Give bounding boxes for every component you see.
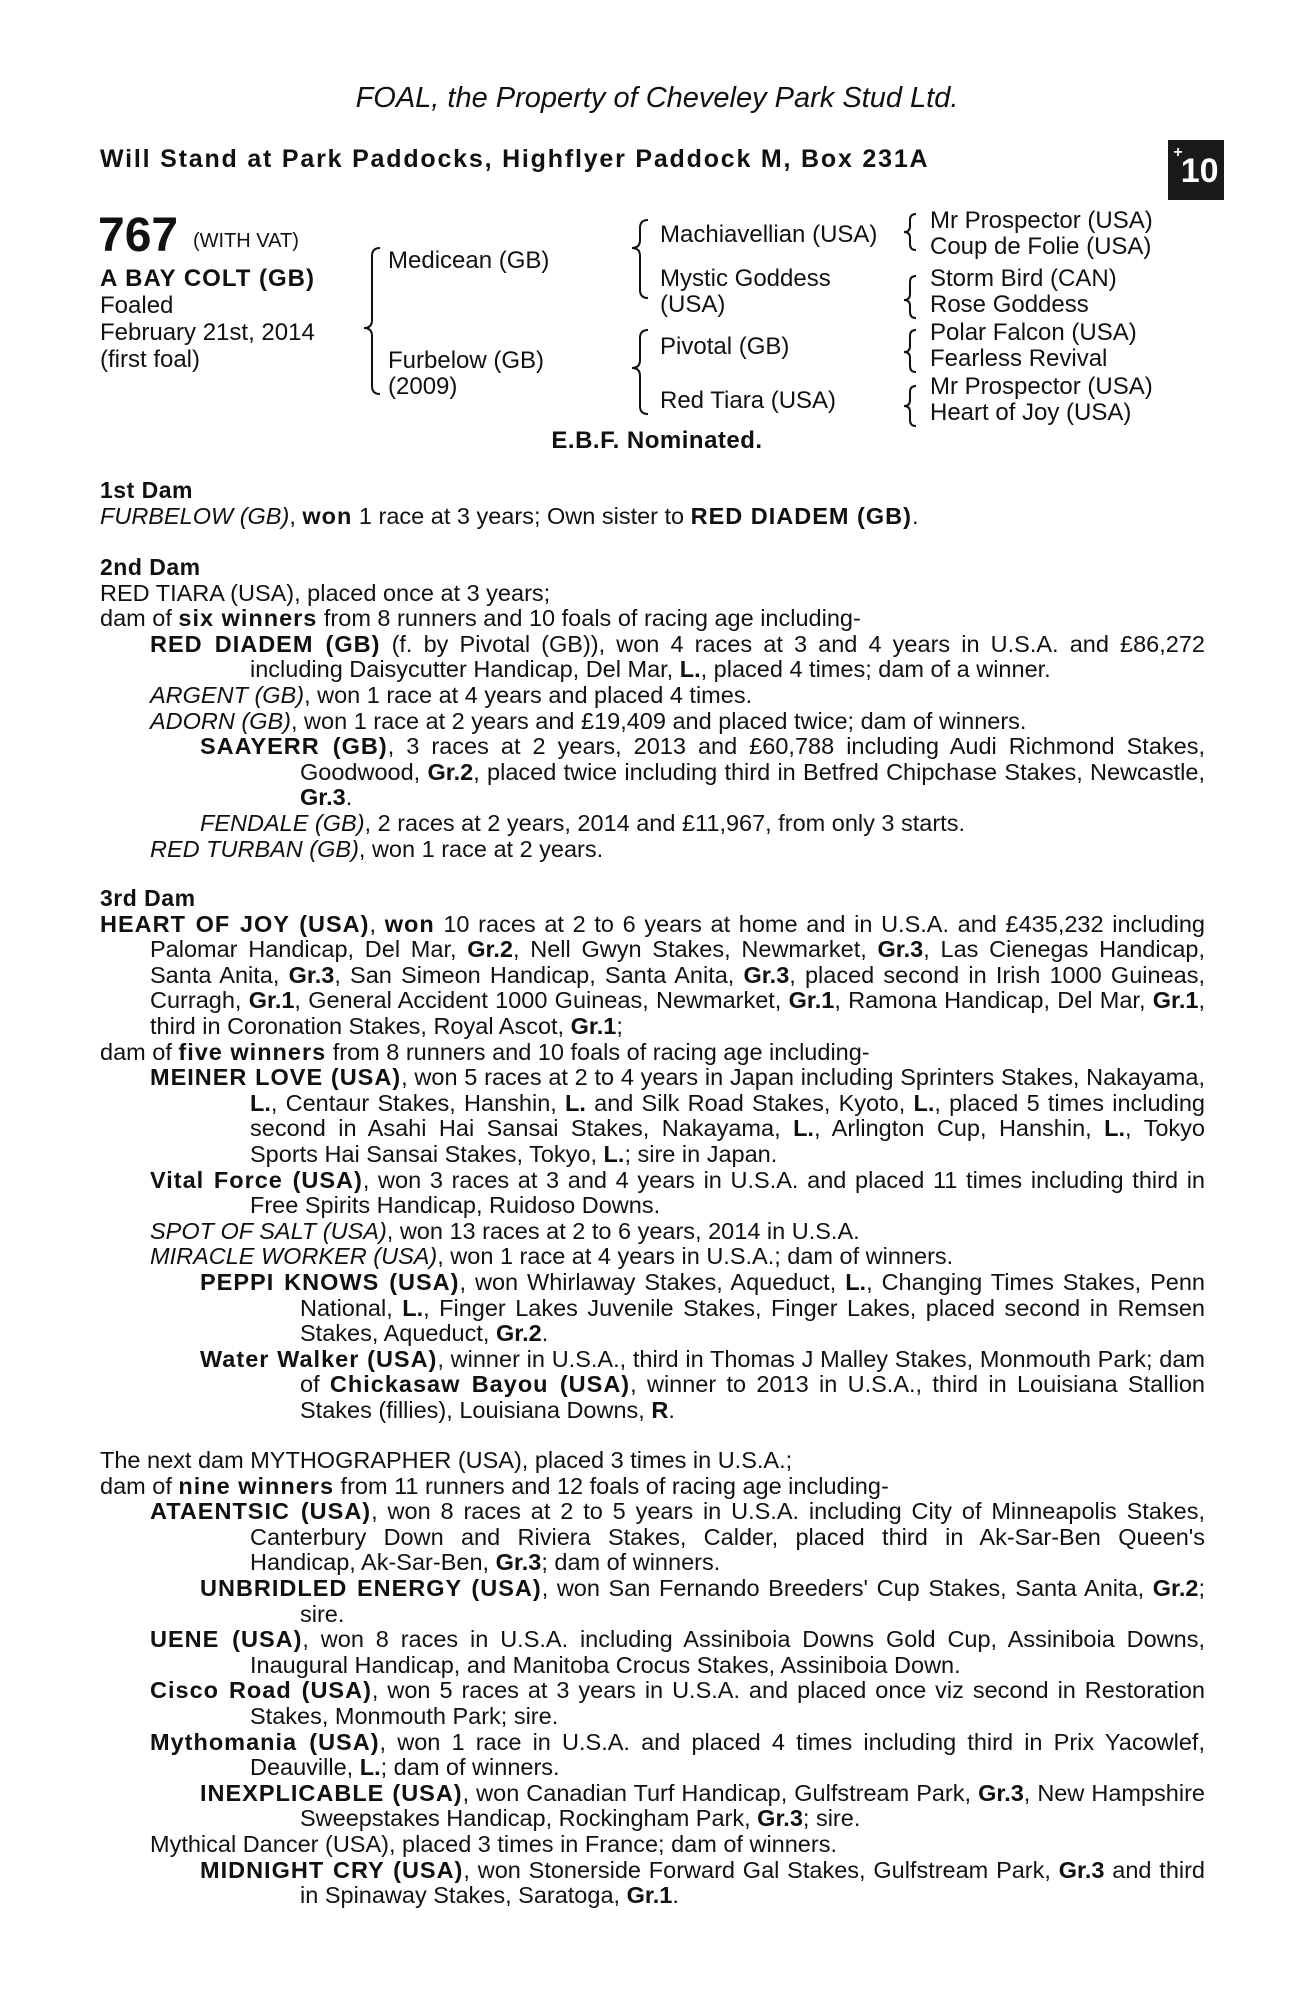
third-dam-produce: dam of five winners from 8 runners and 10 foals of racing age including- [100, 1038, 870, 1065]
ancestor-3: Storm Bird (CAN) [930, 265, 1117, 292]
first-dam-heading: 1st Dam [100, 477, 193, 503]
ancestor-8: Heart of Joy (USA) [930, 399, 1132, 426]
produce-midnight-cry: MIDNIGHT CRY (USA), won Stonerside Forward Gal Stakes, Gulfstream Park, Gr.3 and third in Spinaway Stakes, Saratoga, Gr.1. [200, 1856, 1206, 1909]
produce-fendale: FENDALE (GB), 2 races at 2 years, 2014 and £11,967, from only 3 starts. [200, 809, 965, 836]
produce-vital-force: Vital Force (USA), won 3 races at 3 and 4 years in U.S.A. and placed 11 times including third in Free Spirits Handicap, Ruidoso Downs. [150, 1166, 1205, 1219]
stand-location: Will Stand at Park Paddocks, Highflyer Paddock M, Box 231A [100, 145, 930, 173]
produce-peppi-knows: PEPPI KNOWS (USA), won Whirlaway Stakes, Aqueduct, L., Changing Times Stakes, Penn National, L., Finger Lakes Juvenile Stakes, Finger Lakes, placed second in Remsen Stakes, Aqueduct, Gr.2. [200, 1268, 1206, 1347]
produce-red-diadem: RED DIADEM (GB) (f. by Pivotal (GB)), won 4 races at 3 and 4 years in U.S.A. and £86,272 including Daisycutter Handicap, Del Mar, L., placed 4 times; dam of a winner. [150, 630, 1205, 683]
badge-mark: + [1173, 144, 1183, 161]
second-dam-section [100, 555, 1205, 862]
badge-number: 10 [1180, 152, 1219, 190]
foaled-label: Foaled [100, 292, 174, 319]
sire-dam-country: (USA) [660, 291, 726, 318]
lot-number: 767 [98, 209, 179, 262]
dam-year: (2009) [388, 373, 458, 400]
next-dam-produce: dam of nine winners from 11 runners and 12 foals of racing age including- [100, 1472, 889, 1499]
dam-sire: Pivotal (GB) [660, 333, 790, 360]
lot-title: A BAY COLT (GB) [100, 265, 316, 292]
produce-adorn: ADORN (GB), won 1 race at 2 years and £19,409 and placed twice; dam of winners. [150, 707, 1027, 734]
ancestor-7: Mr Prospector (USA) [930, 373, 1153, 400]
produce-water-walker: Water Walker (USA), winner in U.S.A., third in Thomas J Malley Stakes, Monmouth Park; dam of Chickasaw Bayou (USA), winner to 2013 in U.S.A., third in Louisiana Stallion Stakes (fillies), Louisiana Downs, R. [200, 1345, 1206, 1423]
third-dam-section [100, 886, 1205, 1423]
ancestor-4: Rose Goddess [930, 291, 1089, 318]
sire: Medicean (GB) [388, 247, 550, 274]
produce-mythical-dancer: Mythical Dancer (USA), placed 3 times in France; dam of winners. [150, 1830, 837, 1857]
ancestor-6: Fearless Revival [930, 345, 1108, 372]
next-dam-line: The next dam MYTHOGRAPHER (USA), placed 3 times in U.S.A.; [100, 1447, 793, 1473]
produce-saayerr: SAAYERR (GB), 3 races at 2 years, 2013 and £60,788 including Audi Richmond Stakes, Goodwood, Gr.2, placed twice including third in Betfred Chipchase Stakes, Newcastle, Gr.3. [200, 733, 1205, 811]
ancestor-5: Polar Falcon (USA) [930, 319, 1137, 346]
produce-ataentsic: ATAENTSIC (USA), won 8 races at 2 to 5 years in U.S.A. including City of Minneapolis Stakes, Canterbury Down and Riviera Stakes, Calder, placed third in Ak-Sar-Ben Queen's Handicap, Ak-Sar-Ben, Gr.3; dam of winners. [150, 1498, 1205, 1576]
foal-note: (first foal) [100, 346, 201, 373]
first-dam-section [100, 478, 1205, 529]
produce-red-turban: RED TURBAN (GB), won 1 race at 2 years. [150, 835, 604, 862]
first-dam-line: FURBELOW (GB), won 1 race at 3 years; Own sister to RED DIADEM (GB). [100, 502, 919, 529]
foaled-date: February 21st, 2014 [100, 319, 315, 346]
produce-meiner-love: MEINER LOVE (USA), won 5 races at 2 to 4 years in Japan including Sprinters Stakes, Nakayama, L., Centaur Stakes, Hanshin, L. and Silk Road Stakes, Kyoto, L., placed 5 times including second in Asahi Hai Sansai Stakes, Nakayama, L., Arlington Cup, Hanshin, L., Tokyo Sports Hai Sansai Stakes, Tokyo, L.; sire in Japan. [150, 1064, 1205, 1167]
produce-argent: ARGENT (GB), won 1 race at 4 years and placed 4 times. [150, 681, 753, 708]
second-dam-line: RED TIARA (USA), placed once at 3 years; [100, 579, 551, 606]
dam: Furbelow (GB) [388, 347, 545, 374]
third-dam-line: HEART OF JOY (USA), won 10 races at 2 to 6 years at home and in U.S.A. and £435,232 including Palomar Handicap, Del Mar, Gr.2, Nell Gwyn Stakes, Newmarket, Gr.3, Las Cienegas Handicap, Santa Anita, Gr.3, San Simeon Handicap, Santa Anita, Gr.3, placed second in Irish 1000 Guineas, Curragh, Gr.1, General Accident 1000 Guineas, Newmarket, Gr.1, Ramona Handicap, Del Mar, Gr.1, third in Coronation Stakes, Royal Ascot, Gr.1; [100, 910, 1205, 1039]
produce-spot-of-salt: SPOT OF SALT (USA), won 13 races at 2 to 6 years, 2014 in U.S.A. [150, 1217, 860, 1244]
next-dam-section [100, 1448, 1205, 1909]
produce-mythomania: Mythomania (USA), won 1 race in U.S.A. and placed 4 times including third in Prix Yacowlef, Deauville, L.; dam of winners. [150, 1728, 1205, 1781]
produce-unbridled-energy: UNBRIDLED ENERGY (USA), won San Fernando Breeders' Cup Stakes, Santa Anita, Gr.2; sire. [200, 1574, 1205, 1627]
produce-uene: UENE (USA), won 8 races in U.S.A. including Assiniboia Downs Gold Cup, Assiniboia Downs, Inaugural Handicap, and Manitoba Crocus Stakes, Assiniboia Down. [150, 1626, 1205, 1678]
ancestor-2: Coup de Folie (USA) [930, 233, 1152, 260]
third-dam-heading: 3rd Dam [100, 885, 196, 911]
ancestor-1: Mr Prospector (USA) [930, 207, 1153, 234]
second-dam-heading: 2nd Dam [100, 554, 201, 580]
ebf-nomination: E.B.F. Nominated. [551, 427, 763, 454]
sire-sire: Machiavellian (USA) [660, 221, 878, 248]
produce-inexplicable: INEXPLICABLE (USA), won Canadian Turf Handicap, Gulfstream Park, Gr.3, New Hampshire Sweepstakes Handicap, Rockingham Park, Gr.3; sire. [200, 1779, 1205, 1832]
vat-note: (WITH VAT) [193, 230, 299, 252]
dam-dam: Red Tiara (USA) [660, 387, 837, 414]
sire-dam: Mystic Goddess [660, 265, 831, 292]
produce-miracle-worker: MIRACLE WORKER (USA), won 1 race at 4 years in U.S.A.; dam of winners. [150, 1243, 954, 1270]
consignor-line: FOAL, the Property of Cheveley Park Stud Ltd. [355, 82, 959, 114]
produce-cisco-road: Cisco Road (USA), won 5 races at 3 years in U.S.A. and placed once viz second in Restoration Stakes, Monmouth Park; sire. [150, 1677, 1205, 1729]
second-dam-produce: dam of six winners from 8 runners and 10 foals of racing age including- [100, 605, 861, 632]
